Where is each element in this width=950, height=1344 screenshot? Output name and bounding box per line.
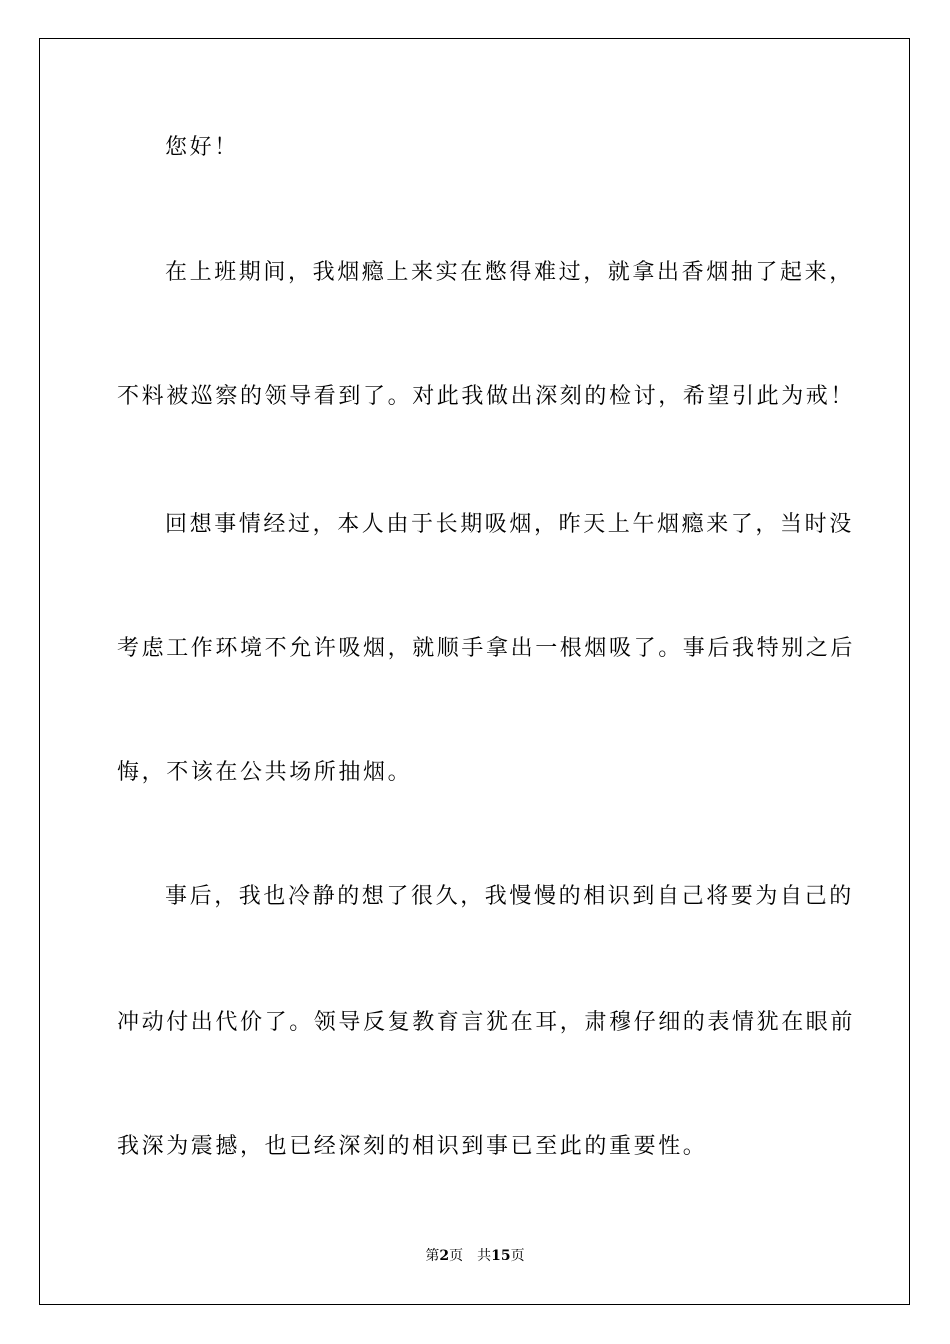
total-pages: 15 [491,1248,511,1264]
paragraph-line: 冲动付出代价了。领导反复教育言犹在耳，肃穆仔细的表情犹在眼前 [117,1010,856,1035]
page-suffix: 页 [449,1248,464,1264]
paragraph-line: 我深为震撼，也已经深刻的相识到事已至此的重要性。 [117,1134,708,1159]
paragraph-line: 不料被巡察的领导看到了。对此我做出深刻的检讨，希望引此为戒！ [117,384,856,409]
paragraph-line: 事后，我也冷静的想了很久，我慢慢的相识到自己将要为自己的 [165,884,854,909]
paragraph-line: 悔，不该在公共场所抽烟。 [117,760,413,785]
total-suffix: 页 [510,1248,525,1264]
page-number: 2 [439,1248,450,1264]
paragraph-line: 回想事情经过，本人由于长期吸烟，昨天上午烟瘾来了，当时没 [165,512,854,537]
page-prefix: 第 [425,1248,440,1264]
page-footer [0,1246,950,1266]
page-border [39,38,910,1305]
greeting-line: 您好！ [165,135,239,160]
paragraph-line: 在上班期间，我烟瘾上来实在憋得难过，就拿出香烟抽了起来， [165,260,854,285]
paragraph-line: 考虑工作环境不允许吸烟，就顺手拿出一根烟吸了。事后我特别之后 [117,636,856,661]
total-prefix: 共 [477,1248,492,1264]
